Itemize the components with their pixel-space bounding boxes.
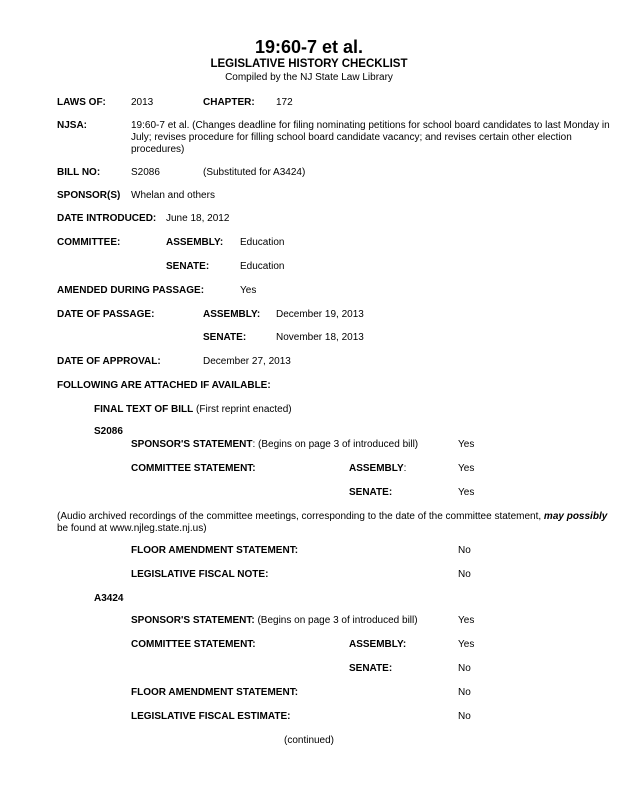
- audio-note-line-2: be found at www.njleg.state.nj.us): [57, 523, 207, 534]
- committee-senate-value: Education: [240, 261, 285, 272]
- sponsors-label: SPONSOR(S): [57, 190, 121, 201]
- s2086-senate-value: Yes: [458, 487, 475, 498]
- audio-note-text: (Audio archived recordings of the committee meetings, corresponding to the date of the committee statement,: [57, 511, 544, 522]
- audio-note-emphasis: may possibly: [543, 511, 608, 522]
- passage-senate-value: November 18, 2013: [276, 332, 364, 343]
- a3424-senate-value: No: [458, 663, 471, 674]
- s2086-assembly-line: [349, 463, 406, 475]
- a3424-floor-label: FLOOR AMENDMENT STATEMENT:: [131, 687, 299, 698]
- compiled-by: Compiled by the NJ State Law Library: [225, 72, 393, 83]
- bill-no-note: (Substituted for A3424): [203, 167, 306, 178]
- approval-value: December 27, 2013: [203, 356, 291, 367]
- passage-label: DATE OF PASSAGE:: [57, 309, 155, 320]
- final-text-line: [94, 404, 292, 416]
- page-subtitle: LEGISLATIVE HISTORY CHECKLIST: [210, 58, 408, 70]
- a3424-fiscal-value: No: [458, 711, 471, 722]
- s2086-senate-label: SENATE:: [349, 487, 393, 498]
- final-text-label: FINAL TEXT OF BILL: [94, 404, 194, 415]
- date-introduced-label: DATE INTRODUCED:: [57, 213, 157, 224]
- a3424-senate-label: SENATE:: [349, 663, 393, 674]
- committee-assembly-value: Education: [240, 237, 285, 248]
- passage-senate-label: SENATE:: [203, 332, 247, 343]
- laws-of-value: 2013: [131, 97, 154, 108]
- s2086-fiscal-label: LEGISLATIVE FISCAL NOTE:: [131, 569, 269, 580]
- s2086-assembly-value: Yes: [458, 463, 475, 474]
- njsa-line-1: 19:60-7 et al. (Changes deadline for filing nominating petitions for school board candidates to last Monday in: [131, 120, 610, 131]
- attached-heading: FOLLOWING ARE ATTACHED IF AVAILABLE:: [57, 380, 271, 391]
- final-text-note: (First reprint enacted): [196, 404, 292, 415]
- chapter-label: CHAPTER:: [203, 97, 255, 108]
- a3424-committee-label: COMMITTEE STATEMENT:: [131, 639, 256, 650]
- a3424-fiscal-label: LEGISLATIVE FISCAL ESTIMATE:: [131, 711, 291, 722]
- a3424-floor-value: No: [458, 687, 471, 698]
- a3424-sponsor-value: Yes: [458, 615, 475, 626]
- page-title: 19:60-7 et al.: [254, 37, 364, 57]
- a3424-assembly-label: ASSEMBLY:: [349, 639, 407, 650]
- passage-assembly-label: ASSEMBLY:: [203, 309, 261, 320]
- s2086-sponsor-label: SPONSOR'S STATEMENT: [131, 439, 253, 450]
- passage-assembly-value: December 19, 2013: [276, 309, 364, 320]
- a3424-sponsor-note: (Begins on page 3 of introduced bill): [254, 615, 418, 626]
- s2086-fiscal-value: No: [458, 569, 471, 580]
- date-introduced-value: June 18, 2012: [166, 213, 230, 224]
- committee-senate-label: SENATE:: [166, 261, 210, 272]
- s2086-committee-label: COMMITTEE STATEMENT:: [131, 463, 256, 474]
- s2086-sponsor-note: : (Begins on page 3 of introduced bill): [252, 439, 419, 450]
- a3424-assembly-value: Yes: [458, 639, 475, 650]
- s2086-heading: S2086: [94, 426, 123, 437]
- s2086-assembly-label: ASSEMBLY: [349, 463, 404, 474]
- a3424-sponsor-label: SPONSOR'S STATEMENT:: [131, 615, 255, 626]
- bill-no-value: S2086: [131, 167, 160, 178]
- amended-label: AMENDED DURING PASSAGE:: [57, 285, 205, 296]
- laws-of-label: LAWS OF:: [57, 97, 106, 108]
- continued-note: (continued): [283, 735, 335, 746]
- s2086-assembly-colon: :: [403, 463, 407, 474]
- committee-label: COMMITTEE:: [57, 237, 121, 248]
- audio-note-line-1: [57, 511, 607, 523]
- njsa-line-2: July; revises procedure for filling school board candidate vacancy; and revises certain other election: [131, 132, 572, 143]
- njsa-label: NJSA:: [57, 120, 88, 131]
- sponsors-value: Whelan and others: [131, 190, 215, 201]
- s2086-sponsor-value: Yes: [458, 439, 475, 450]
- a3424-sponsor-line: [131, 615, 418, 627]
- approval-label: DATE OF APPROVAL:: [57, 356, 161, 367]
- s2086-floor-value: No: [458, 545, 471, 556]
- committee-assembly-label: ASSEMBLY:: [166, 237, 224, 248]
- s2086-floor-label: FLOOR AMENDMENT STATEMENT:: [131, 545, 299, 556]
- chapter-value: 172: [276, 97, 293, 108]
- s2086-sponsor-line: [131, 439, 418, 451]
- bill-no-label: BILL NO:: [57, 167, 101, 178]
- njsa-line-3: procedures): [131, 144, 185, 155]
- a3424-heading: A3424: [94, 593, 124, 604]
- amended-value: Yes: [240, 285, 257, 296]
